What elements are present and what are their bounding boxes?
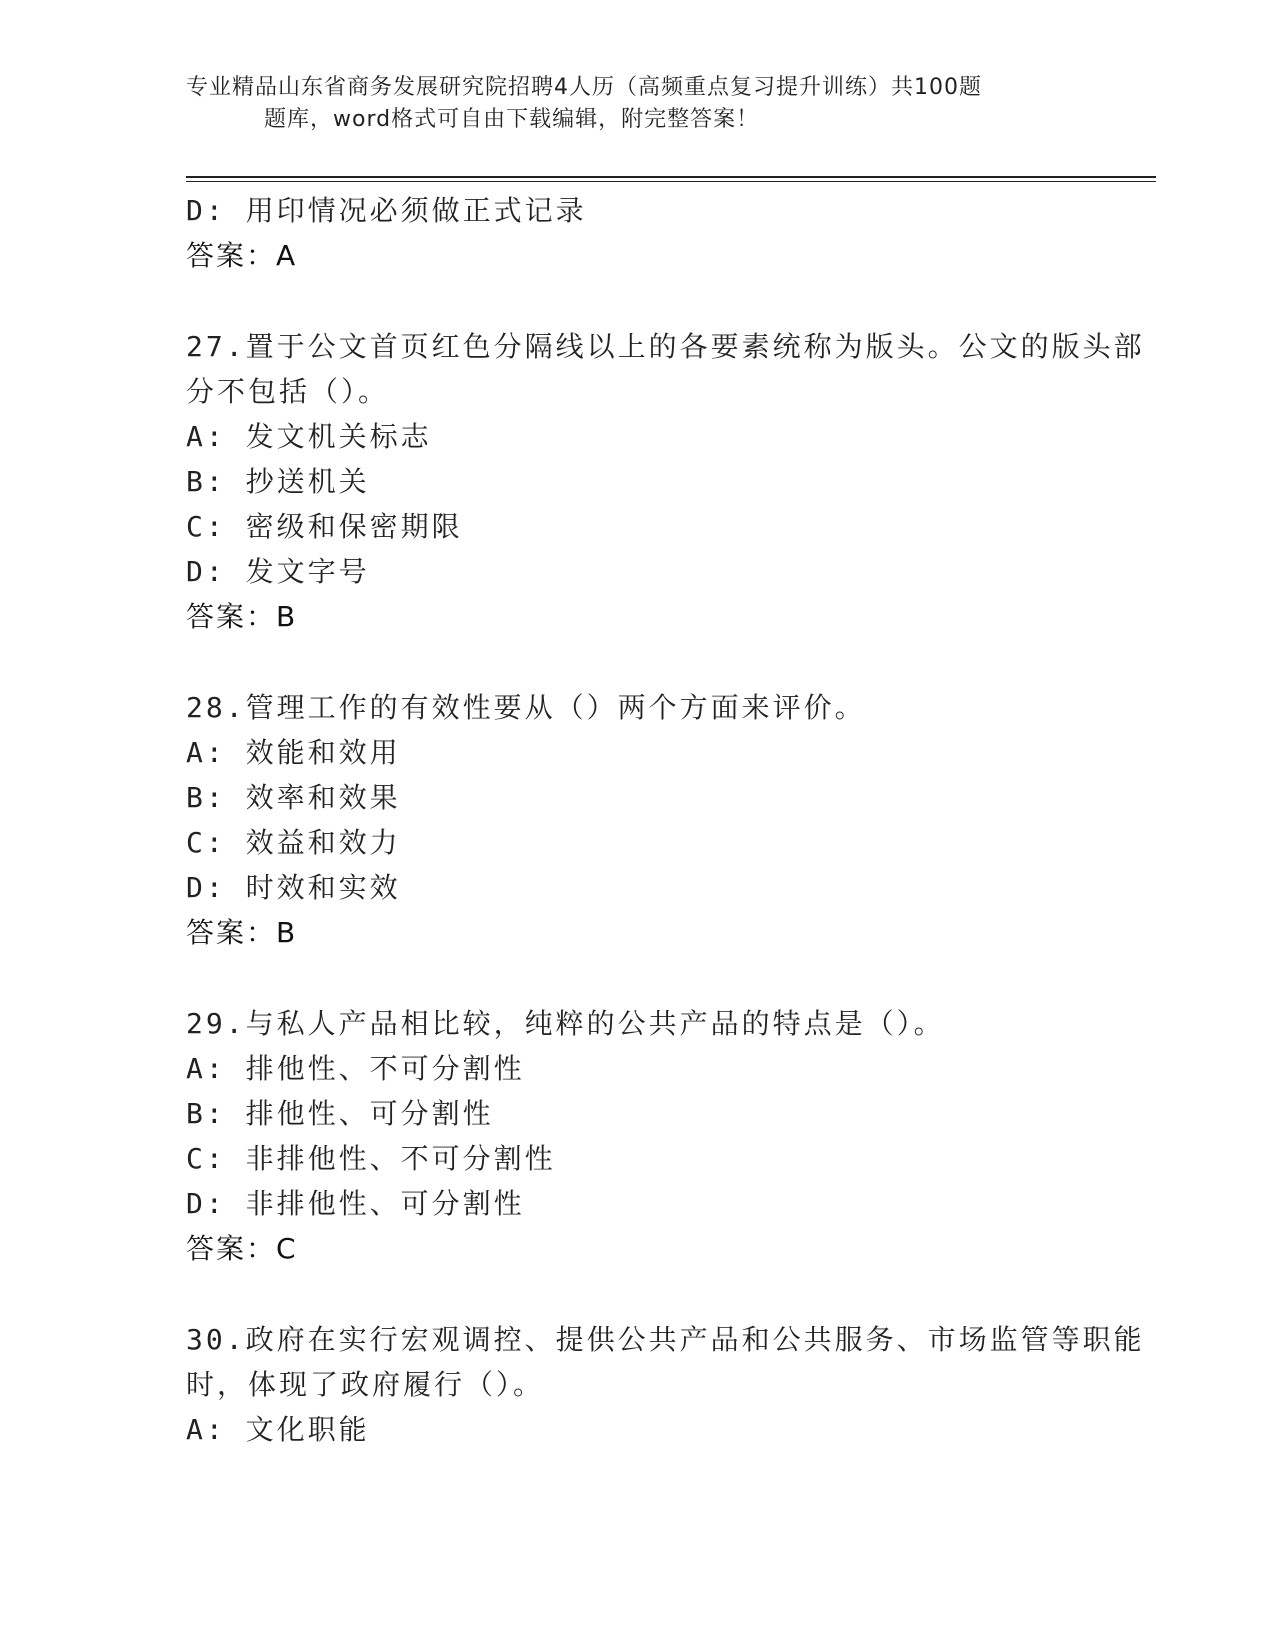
question-list [186,188,1145,1452]
document-header [186,72,1086,136]
option-b: B: 抄送机关 [186,465,370,498]
option-d: D: 发文字号 [186,555,370,588]
answer: 答案：C [186,1232,298,1265]
header-rule-thick [186,176,1156,178]
option-b: B: 排他性、可分割性 [186,1097,494,1130]
question-stem-line: 27.置于公文首页红色分隔线以上的各要素统称为版头。公文的版头部 [186,330,1145,363]
answer: 答案：B [186,916,298,949]
header-rule-thin [186,181,1156,182]
answer: 答案：B [186,600,298,633]
option-a: A: 文化职能 [186,1413,370,1446]
question-stem-line: 30.政府在实行宏观调控、提供公共产品和公共服务、市场监管等职能 [186,1323,1145,1356]
question-30 [186,1317,1145,1452]
option-b: B: 效率和效果 [186,781,401,814]
question-stem-line: 分不包括（）。 [186,375,390,408]
option-c: C: 效益和效力 [186,826,401,859]
question-stem-line: 29.与私人产品相比较，纯粹的公共产品的特点是（）。 [186,1007,945,1040]
header-title-line1: 专业精品山东省商务发展研究院招聘4人历（高频重点复习提升训练）共100题 [186,75,982,100]
option-c: C: 非排他性、不可分割性 [186,1142,556,1175]
option-d: D: 非排他性、可分割性 [186,1187,525,1220]
question-27 [186,324,1145,639]
question-29 [186,1001,1086,1271]
header-title-line2: 题库，word格式可自由下载编辑，附完整答案！ [264,107,760,132]
option-d: D: 时效和实效 [186,871,401,904]
option-c: C: 密级和保密期限 [186,510,463,543]
question-stem-line: 时，体现了政府履行（）。 [186,1368,545,1401]
option-a: A: 排他性、不可分割性 [186,1052,525,1085]
option-a: A: 效能和效用 [186,736,401,769]
question-28 [186,685,1086,955]
option-a: A: 发文机关标志 [186,420,432,453]
question-stem-line: 28.管理工作的有效性要从（）两个方面来评价。 [186,691,866,724]
carryover-answer: 答案：A [186,239,298,272]
carryover-option-d: D: 用印情况必须做正式记录 [186,194,587,227]
